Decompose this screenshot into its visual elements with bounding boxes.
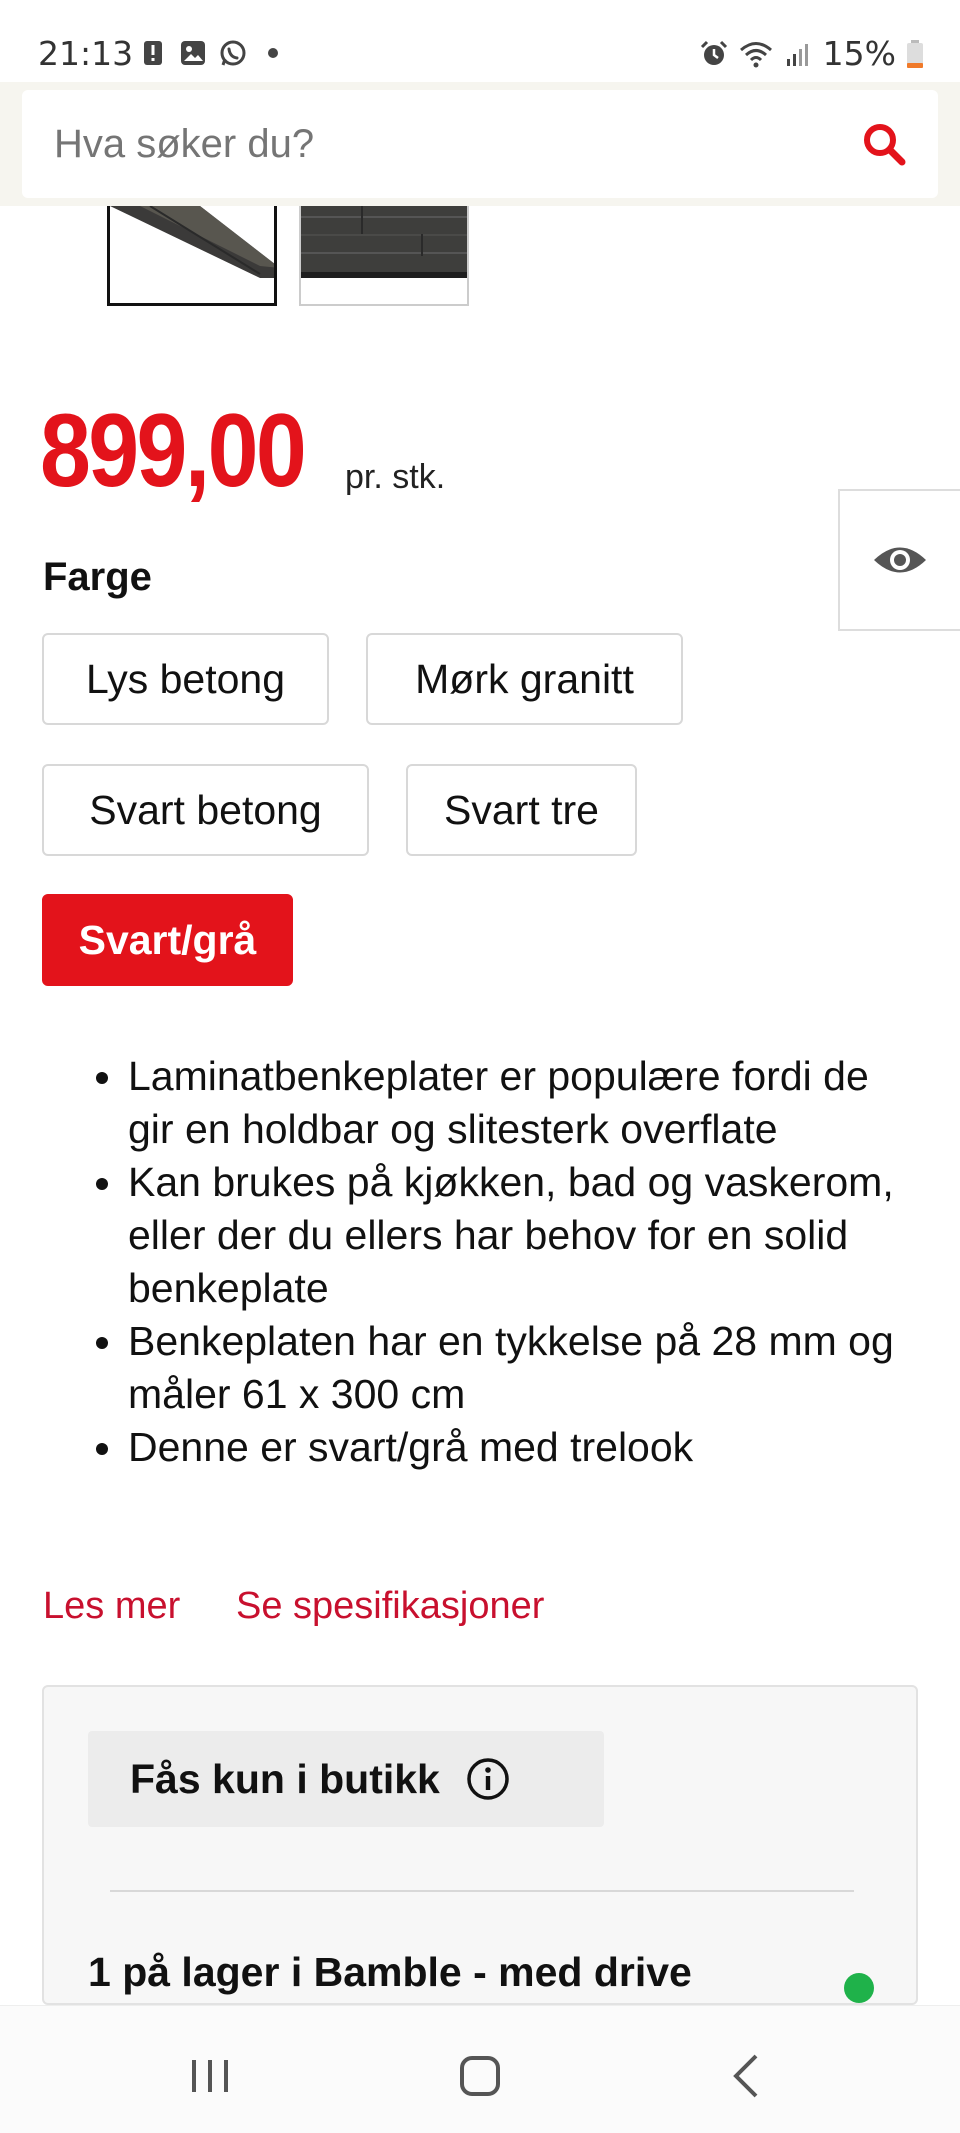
status-time: 21:13	[38, 34, 134, 73]
wifi-icon	[739, 39, 773, 69]
home-icon[interactable]	[450, 2046, 510, 2106]
color-option-lys-betong[interactable]: Lys betong	[42, 633, 329, 725]
status-bar	[0, 0, 960, 82]
countertop-surface-image	[301, 206, 469, 306]
battery-icon	[906, 39, 924, 69]
feature-item: Laminatbenkeplater er populære fordi de gir en holdbar og slitesterk overflate	[62, 1050, 922, 1156]
store-only-tag[interactable]	[88, 1731, 604, 1827]
whatsapp-icon	[218, 38, 248, 68]
feature-item: Kan brukes på kjøkken, bad og vaskerom, eller der du ellers har behov for en solid benkeplate	[62, 1156, 922, 1315]
view-button[interactable]	[838, 489, 960, 631]
gallery-icon	[178, 38, 208, 68]
product-thumbnail-1[interactable]	[107, 206, 277, 306]
store-only-label: Fås kun i butikk	[130, 1755, 440, 1802]
color-option-mork-granitt[interactable]: Mørk granitt	[366, 633, 683, 725]
search-input[interactable]	[54, 90, 814, 198]
dot-icon	[258, 38, 288, 68]
color-option-svart-tre[interactable]: Svart tre	[406, 764, 637, 856]
search-icon[interactable]	[860, 120, 908, 168]
divider	[110, 1890, 854, 1892]
read-more-link[interactable]: Les mer	[43, 1585, 181, 1627]
search-header	[0, 82, 960, 206]
signal-icon	[783, 39, 813, 69]
status-icons-right	[699, 34, 924, 73]
color-label: Farge	[43, 555, 152, 599]
recent-apps-icon[interactable]	[180, 2046, 240, 2106]
alarm-icon	[699, 39, 729, 69]
countertop-image	[110, 206, 277, 306]
stock-status-indicator	[844, 1973, 874, 2003]
alert-icon	[138, 38, 168, 68]
system-nav-bar	[0, 2005, 960, 2133]
product-thumbnail-2[interactable]	[299, 206, 469, 306]
feature-item: Benkeplaten har en tykkelse på 28 mm og måler 61 x 300 cm	[62, 1315, 922, 1421]
feature-item: Denne er svart/grå med trelook	[62, 1421, 922, 1474]
stock-status-text: 1 på lager i Bamble - med drive	[88, 1949, 692, 1995]
price-unit: pr. stk.	[345, 458, 446, 496]
search-box[interactable]	[22, 90, 938, 198]
store-availability-card	[42, 1685, 918, 2005]
eye-icon	[872, 543, 928, 577]
color-option-svart-betong[interactable]: Svart betong	[42, 764, 369, 856]
battery-percent: 15%	[822, 34, 896, 73]
info-icon[interactable]	[466, 1757, 510, 1801]
back-icon[interactable]	[718, 2046, 778, 2106]
feature-list	[62, 1050, 922, 1474]
color-option-svart-gra[interactable]: Svart/grå	[42, 894, 293, 986]
status-icons-left	[138, 38, 288, 68]
product-price: 899,00	[40, 393, 305, 509]
specifications-link[interactable]: Se spesifikasjoner	[236, 1585, 545, 1627]
